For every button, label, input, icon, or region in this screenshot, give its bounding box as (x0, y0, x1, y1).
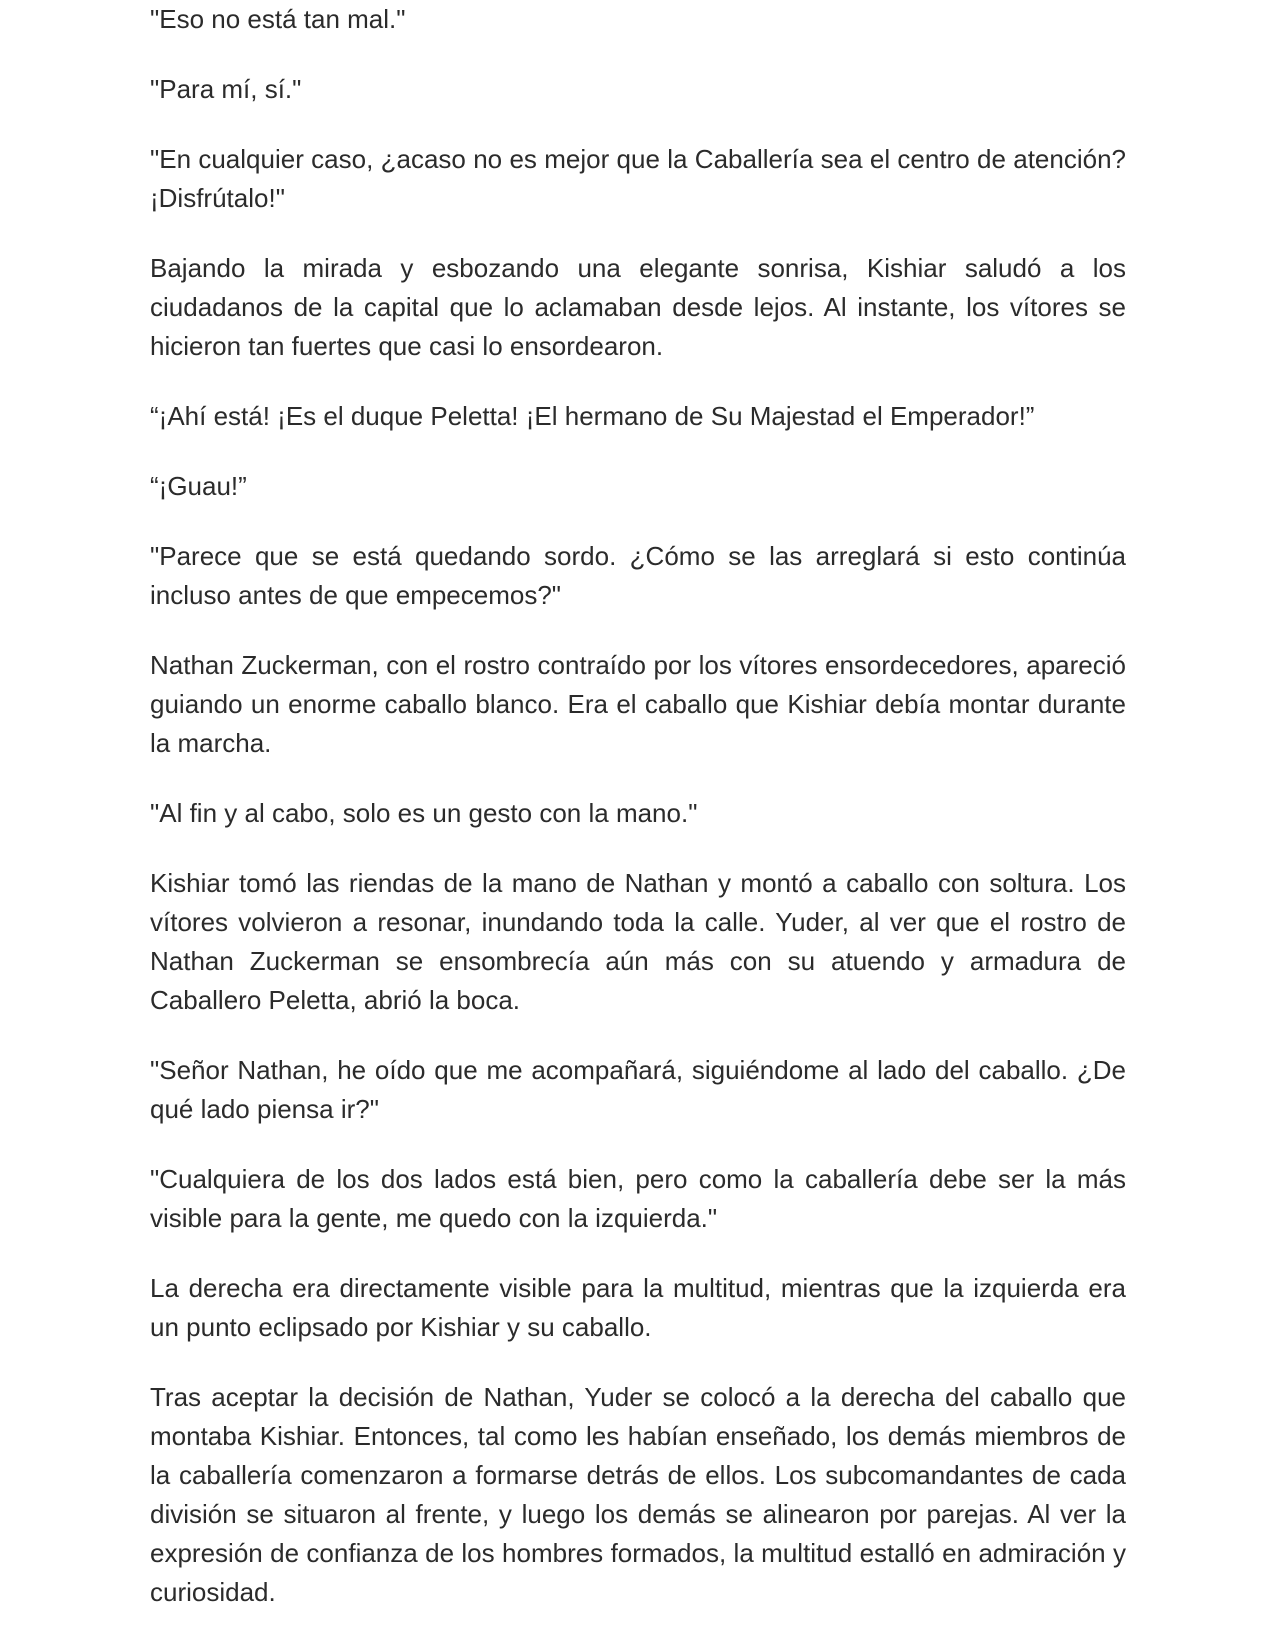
paragraph: "Al fin y al cabo, solo es un gesto con la mano." (150, 798, 698, 828)
paragraph: La derecha era directamente visible para la multitud, mientras que la izquierda era un punto eclipsado por Kishiar y su caballo. (150, 1273, 1126, 1342)
document-page (150, 0, 1126, 1643)
paragraph: "Señor Nathan, he oído que me acompañará, siguiéndome al lado del caballo. ¿De qué lado piensa ir?" (150, 1055, 1126, 1124)
paragraph: “¡Ahí está! ¡Es el duque Peletta! ¡El hermano de Su Majestad el Emperador!” (150, 401, 1035, 431)
paragraph: Nathan Zuckerman, con el rostro contraído por los vítores ensordecedores, apareció guiando un enorme caballo blanco. Era el caballo que Kishiar debía montar durante la marcha. (150, 650, 1126, 758)
paragraph: "Eso no está tan mal." (150, 4, 406, 34)
paragraph: Kishiar tomó las riendas de la mano de Nathan y montó a caballo con soltura. Los vítores volvieron a resonar, inundando toda la calle. Yuder, al ver que el rostro de Nathan Zuckerman se ensombrecía aún más con su atuendo y armadura de Caballero Peletta, abrió la boca. (150, 868, 1126, 1015)
paragraph: “¡Guau!” (150, 471, 247, 501)
paragraph: "En cualquier caso, ¿acaso no es mejor que la Caballería sea el centro de atención? ¡Disfrútalo!" (150, 144, 1126, 213)
paragraph: Tras aceptar la decisión de Nathan, Yuder se colocó a la derecha del caballo que montaba Kishiar. Entonces, tal como les habían enseñado, los demás miembros de la caballería comenzaron a formarse detrás de ellos. Los subcomandantes de cada división se situaron al frente, y luego los demás se alinearon por parejas. Al ver la expresión de confianza de los hombres formados, la multitud estalló en admiración y curiosidad. (150, 1382, 1126, 1607)
paragraph: "Parece que se está quedando sordo. ¿Cómo se las arreglará si esto continúa incluso antes de que empecemos?" (150, 541, 1126, 610)
paragraph: "Para mí, sí." (150, 74, 302, 104)
paragraph: Bajando la mirada y esbozando una elegante sonrisa, Kishiar saludó a los ciudadanos de la capital que lo aclamaban desde lejos. Al instante, los vítores se hicieron tan fuertes que casi lo ensordearon. (150, 253, 1126, 361)
paragraph: "Cualquiera de los dos lados está bien, pero como la caballería debe ser la más visible para la gente, me quedo con la izquierda." (150, 1164, 1126, 1233)
